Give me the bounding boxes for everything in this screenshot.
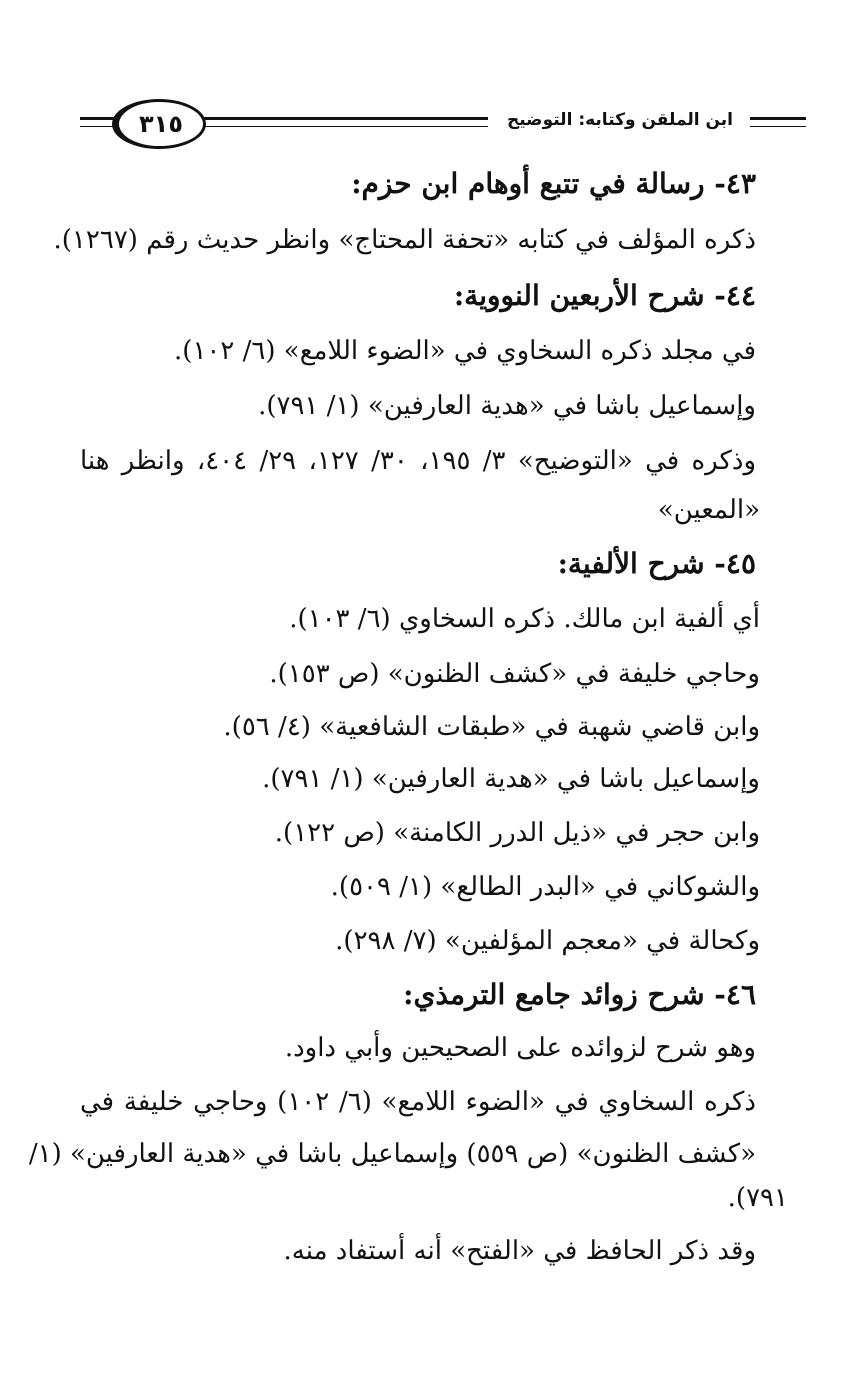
header-rule-right-upper — [750, 117, 806, 120]
body-line: وإسماعيل باشا في «هدية العارفين» (١/ ٧٩١). — [258, 391, 756, 421]
item-heading-43: ٤٣- رسالة في تتبع أوهام ابن حزم: — [351, 167, 756, 200]
item-heading-44: ٤٤- شرح الأربعين النووية: — [453, 279, 756, 312]
header-rule-middle-lower — [200, 126, 488, 127]
item-heading-46: ٤٦- شرح زوائد جامع الترمذي: — [403, 978, 756, 1011]
body-line: وابن حجر في «ذيل الدرر الكامنة» (ص ١٢٢). — [274, 818, 760, 848]
body-line: في مجلد ذكره السخاوي في «الضوء اللامع» (٦/ ١٠٢). — [174, 336, 756, 366]
body-line: ذكره السخاوي في «الضوء اللامع» (٦/ ١٠٢) وحاجي خليفة في — [80, 1087, 756, 1117]
body-line: وذكره في «التوضيح» ٣/ ١٩٥، ٣٠/ ١٢٧، ٢٩/ ٤٠٤، وانظر هنا — [80, 446, 756, 476]
item-heading-45: ٤٥- شرح الألفية: — [557, 547, 756, 580]
body-line: «المعين» — [657, 495, 760, 525]
body-line: وإسماعيل باشا في «هدية العارفين» (١/ ٧٩١). — [262, 764, 760, 794]
header-rule-middle-upper — [200, 117, 488, 120]
body-line: أي ألفية ابن مالك. ذكره السخاوي (٦/ ١٠٣). — [289, 604, 760, 634]
body-line: وابن قاضي شهبة في «طبقات الشافعية» (٤/ ٥٦). — [223, 712, 760, 742]
header-rule-right-lower — [750, 126, 806, 127]
body-line: وكحالة في «معجم المؤلفين» (٧/ ٢٩٨). — [335, 926, 760, 956]
body-line: وهو شرح لزوائده على الصحيحين وأبي داود. — [284, 1033, 756, 1063]
body-line: وحاجي خليفة في «كشف الظنون» (ص ١٥٣). — [269, 659, 760, 689]
body-line: والشوكاني في «البدر الطالع» (١/ ٥٠٩). — [330, 872, 760, 902]
body-line: وقد ذكر الحافظ في «الفتح» أنه أستفاد منه. — [283, 1236, 756, 1266]
running-header — [0, 0, 868, 160]
body-line: ٧٩١). — [727, 1183, 788, 1213]
page-number-badge: ٣١٥ — [112, 99, 206, 149]
running-title: ابن الملقن وكتابه: التوضيح — [506, 110, 734, 130]
body-line: ذكره المؤلف في كتابه «تحفة المحتاج» وانظر حديث رقم (١٢٦٧). — [53, 225, 756, 255]
body-line: «كشف الظنون» (ص ٥٥٩) وإسماعيل باشا في «هدية العارفين» (١/ — [28, 1139, 756, 1169]
